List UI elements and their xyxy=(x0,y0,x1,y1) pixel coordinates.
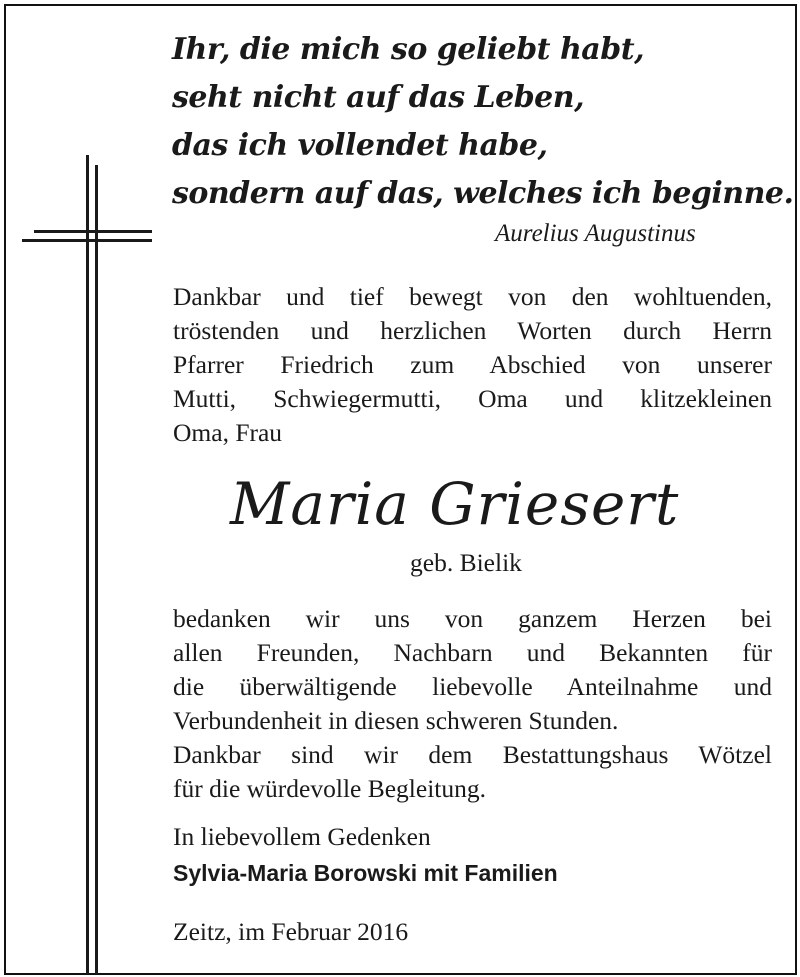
birth-name: geb. Bielik xyxy=(410,548,522,577)
signers: Sylvia-Maria Borowski mit Familien xyxy=(173,860,558,886)
poem xyxy=(172,26,794,218)
intro-line: tröstenden und herzlichen Worten durch Herrn xyxy=(173,316,772,345)
thanks-line: Dankbar sind wir dem Bestattungshaus Wötzel xyxy=(173,740,772,769)
thanks-line: bedanken wir uns von ganzem Herzen bei xyxy=(173,604,772,633)
poem-line: das ich vollendet habe, xyxy=(172,128,548,163)
cross-icon xyxy=(0,0,160,977)
intro-line: Dankbar und tief bewegt von den wohltuenden, xyxy=(173,282,772,311)
poem-line: seht nicht auf das Leben, xyxy=(172,80,585,115)
thanks-text xyxy=(173,602,772,806)
intro-text xyxy=(173,280,772,450)
intro-line: Mutti, Schwiegermutti, Oma und klitzekleinen xyxy=(173,384,772,413)
thanks-line: Verbundenheit in diesen schweren Stunden. xyxy=(173,706,619,735)
place-date: Zeitz, im Februar 2016 xyxy=(173,917,409,946)
deceased-name: Maria Griesert xyxy=(230,470,680,538)
poem-author: Aurelius Augustinus xyxy=(495,220,696,247)
intro-line: Pfarrer Friedrich zum Abschied von unserer xyxy=(173,350,772,379)
thanks-line: für die würdevolle Begleitung. xyxy=(173,774,486,803)
poem-line: Ihr, die mich so geliebt habt, xyxy=(172,32,645,67)
memory-line: In liebevollem Gedenken xyxy=(173,822,431,851)
intro-line: Oma, Frau xyxy=(173,418,283,447)
poem-line: sondern auf das, welches ich beginne. xyxy=(172,176,794,211)
thanks-line: die überwältigende liebevolle Anteilnahme und xyxy=(173,672,772,701)
thanks-line: allen Freunden, Nachbarn und Bekannten für xyxy=(173,638,772,667)
